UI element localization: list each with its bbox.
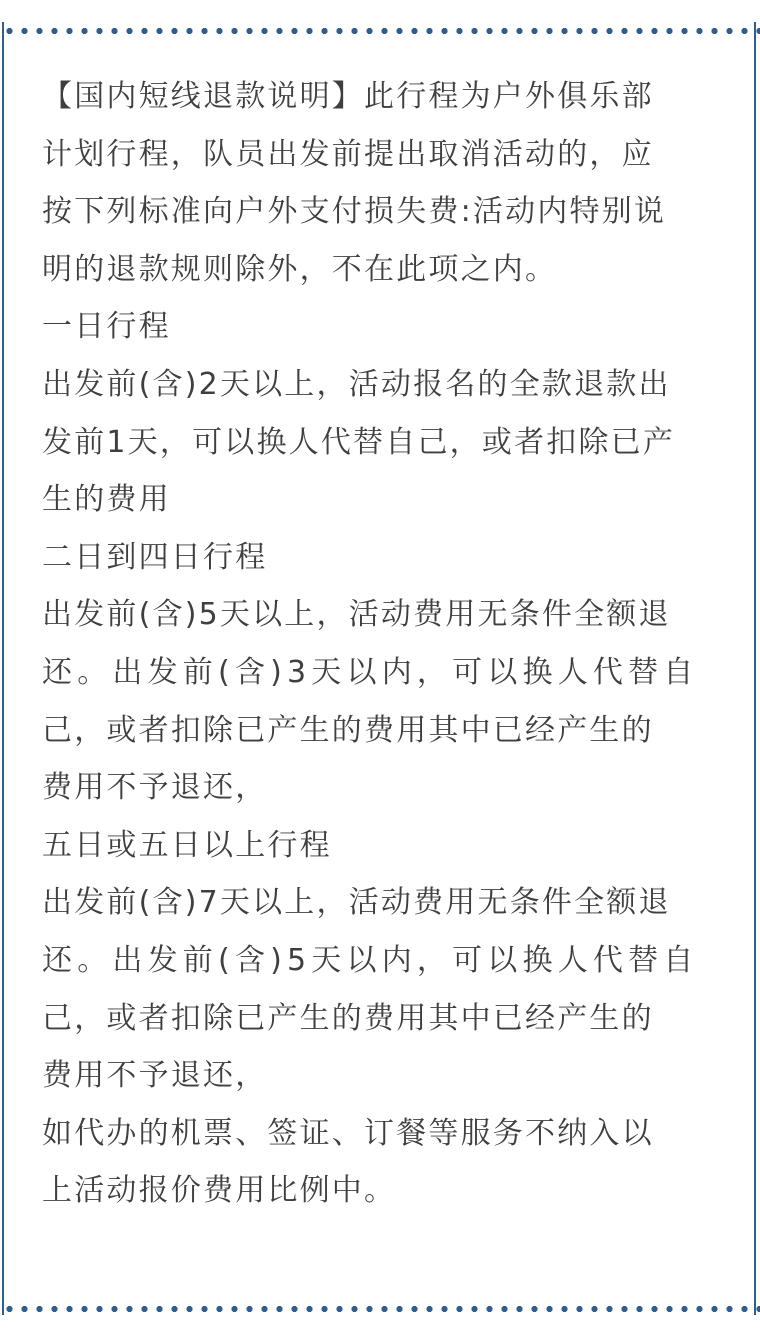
top-dotted-border <box>0 28 760 34</box>
text-line: 己，或者扣除已产生的费用其中已经产生的 <box>42 1000 654 1036</box>
section-heading-five-plus-day: 五日或五日以上行程 <box>42 827 332 863</box>
text-line: 还。出发前(含)3天以内，可以换人代替自 <box>42 654 699 690</box>
text-line: 按下列标准向户外支付损失费:活动内特别说 <box>42 194 667 230</box>
text-line: 上活动报价费用比例中。 <box>42 1173 397 1209</box>
text-line: 费用不予退还， <box>42 770 268 806</box>
text-line: 【国内短线退款说明】此行程为户外俱乐部 <box>42 79 654 114</box>
section-heading-one-day: 一日行程 <box>42 309 171 345</box>
refund-policy-text <box>42 68 722 1220</box>
text-line: 明的退款规则除外，不在此项之内。 <box>42 251 558 287</box>
section-heading-two-to-four-day: 二日到四日行程 <box>42 539 268 575</box>
bottom-dotted-border <box>0 1306 760 1312</box>
text-line: 生的费用 <box>42 482 171 518</box>
text-line: 费用不予退还， <box>42 1058 268 1094</box>
text-line: 发前1天，可以换人代替自己，或者扣除已产 <box>42 424 676 460</box>
text-line: 己，或者扣除已产生的费用其中已经产生的 <box>42 712 654 748</box>
text-line: 出发前(含)5天以上，活动费用无条件全额退 <box>42 597 671 633</box>
text-line: 出发前(含)7天以上，活动费用无条件全额退 <box>42 885 671 921</box>
text-line: 如代办的机票、签证、订餐等服务不纳入以 <box>42 1115 654 1151</box>
text-line: 出发前(含)2天以上，活动报名的全款退款出 <box>42 366 671 402</box>
text-line: 还。出发前(含)5天以内，可以换人代替自 <box>42 942 699 978</box>
text-line: 计划行程，队员出发前提出取消活动的，应 <box>42 136 654 172</box>
